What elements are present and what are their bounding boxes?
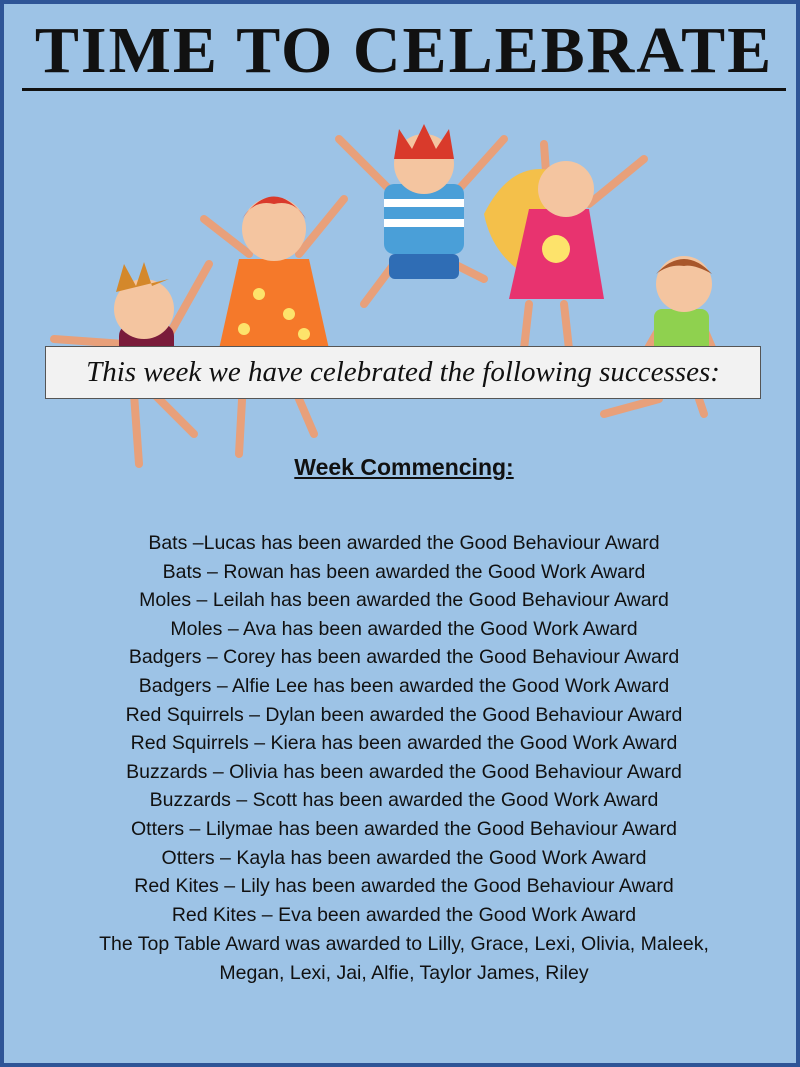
award-item: Buzzards – Olivia has been awarded the Good Behaviour Award (126, 760, 682, 783)
jumping-children-illustration (44, 114, 764, 474)
child-figure-3 (339, 124, 504, 304)
award-item: Moles – Leilah has been awarded the Good Behaviour Award (139, 589, 669, 612)
award-item: Badgers – Alfie Lee has been awarded the Good Work Award (138, 674, 670, 697)
award-item: Bats – Rowan has been awarded the Good Work Award (162, 560, 646, 583)
top-table-award: The Top Table Award was awarded to Lilly, Grace, Lexi, Olivia, Maleek, Megan, Lexi, Jai, Alfie, Taylor James, Riley (99, 933, 709, 984)
awards-list (4, 529, 800, 929)
award-item: Moles – Ava has been awarded the Good Work Award (170, 617, 638, 640)
title-underline (22, 88, 786, 91)
award-item: Buzzards – Scott has been awarded the Good Work Award (149, 789, 659, 812)
successes-banner: This week we have celebrated the following successes: (45, 346, 761, 399)
page-title: TIME TO CELEBRATE (34, 14, 774, 87)
award-item: Red Kites – Eva been awarded the Good Work Award (171, 903, 637, 926)
child-figure-2 (204, 197, 344, 455)
week-commencing-label: Week Commencing: (294, 454, 514, 480)
award-item: Red Kites – Lily has been awarded the Good Behaviour Award (134, 875, 674, 898)
award-item: Otters – Kayla has been awarded the Good Work Award (161, 846, 647, 869)
award-item: Bats –Lucas has been awarded the Good Behaviour Award (148, 532, 660, 554)
award-item: Otters – Lilymae has been awarded the Good Behaviour Award (131, 817, 677, 840)
award-item: Badgers – Corey has been awarded the Good Behaviour Award (128, 646, 680, 669)
award-item: Red Squirrels – Kiera has been awarded the Good Work Award (130, 732, 678, 755)
award-item: Red Squirrels – Dylan been awarded the Good Behaviour Award (125, 703, 683, 726)
child-figure-4 (484, 144, 644, 349)
